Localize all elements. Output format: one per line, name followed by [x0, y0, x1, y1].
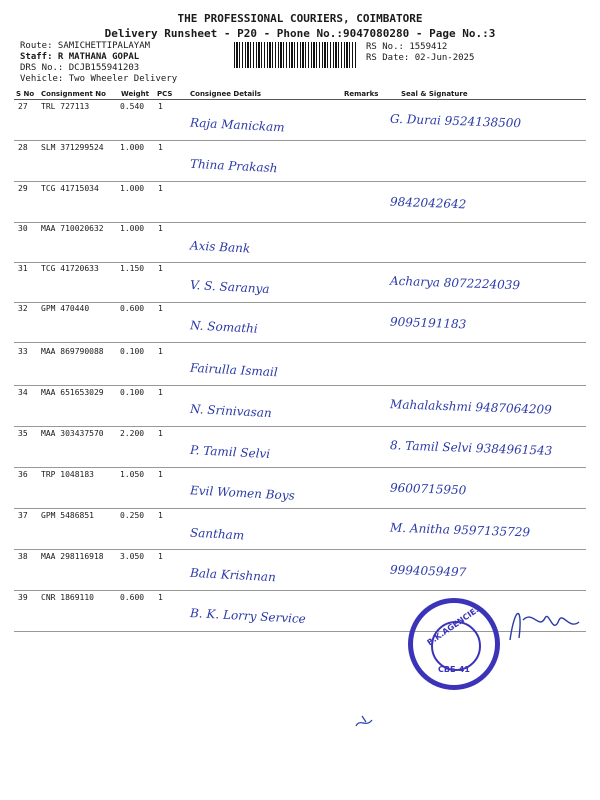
row-weight: 1.000 — [120, 184, 145, 193]
col-consignment: Consignment No — [41, 90, 106, 98]
row-consignee-handwriting: Thina Prakash — [189, 156, 278, 176]
row-consignee-handwriting: Santham — [189, 525, 245, 543]
row-sno: 29 — [18, 184, 28, 193]
drs-label: DRS No.: DCJB155941203 — [20, 63, 140, 73]
row-divider — [14, 467, 586, 468]
row-divider — [14, 302, 586, 303]
pen-mark — [352, 712, 382, 732]
row-divider — [14, 549, 586, 550]
row-consignment: CNR 1869110 — [41, 593, 94, 602]
row-weight: 0.250 — [120, 511, 145, 520]
row-divider — [14, 262, 586, 263]
row-sno: 38 — [18, 552, 28, 561]
row-weight: 0.600 — [120, 593, 145, 602]
barcode — [234, 42, 357, 68]
row-consignee-handwriting: Evil Women Boys — [189, 483, 296, 503]
row-pcs: 1 — [158, 388, 163, 397]
row-sno: 32 — [18, 304, 28, 313]
row-consignment: MAA 869790088 — [41, 347, 104, 356]
route-label: Route: SAMICHETTIPALAYAM — [20, 41, 151, 51]
row-consignment: TRP 1048183 — [41, 470, 94, 479]
row-signature-handwriting: 9600715950 — [389, 480, 467, 498]
row-consignee-handwriting: V. S. Saranya — [189, 277, 270, 297]
row-consignee-handwriting: N. Srinivasan — [189, 401, 273, 421]
row-divider — [14, 631, 586, 632]
row-consignment: MAA 651653029 — [41, 388, 104, 397]
row-weight: 0.100 — [120, 388, 145, 397]
row-sno: 31 — [18, 264, 28, 273]
row-pcs: 1 — [158, 511, 163, 520]
row-consignment: MAA 303437570 — [41, 429, 104, 438]
row-consignee-handwriting: P. Tamil Selvi — [189, 442, 271, 462]
runsheet-title: Delivery Runsheet - P20 - Phone No.:9047080280 - Page No.:3 — [104, 27, 496, 40]
col-weight: Weight — [121, 90, 149, 98]
row-consignment: MAA 710020632 — [41, 224, 104, 233]
col-seal: Seal & Signature — [401, 90, 468, 98]
row-sno: 39 — [18, 593, 28, 602]
row-pcs: 1 — [158, 304, 163, 313]
row-weight: 2.200 — [120, 429, 145, 438]
handwritten-signature — [505, 600, 585, 650]
row-weight: 1.000 — [120, 143, 145, 152]
row-consignment: GPM 470440 — [41, 304, 90, 313]
row-signature-handwriting: M. Anitha 9597135729 — [389, 520, 531, 540]
row-weight: 0.600 — [120, 304, 145, 313]
row-divider — [14, 385, 586, 386]
row-consignee-handwriting: B. K. Lorry Service — [189, 605, 307, 627]
row-signature-handwriting: 8. Tamil Selvi 9384961543 — [389, 438, 553, 458]
row-pcs: 1 — [158, 143, 163, 152]
row-divider — [14, 590, 586, 591]
row-consignee-handwriting: Bala Krishnan — [189, 565, 277, 585]
row-signature-handwriting: G. Durai 9524138500 — [389, 111, 522, 131]
rs-date: RS Date: 02-Jun-2025 — [366, 53, 475, 63]
row-weight: 1.050 — [120, 470, 145, 479]
row-weight: 0.100 — [120, 347, 145, 356]
rs-number: RS No.: 1559412 — [366, 42, 448, 52]
row-consignment: GPM 5486851 — [41, 511, 94, 520]
col-sno: S No — [16, 90, 35, 98]
row-pcs: 1 — [158, 347, 163, 356]
row-pcs: 1 — [158, 593, 163, 602]
stamp-name: B.K.AGENCIES — [425, 603, 483, 648]
row-divider — [14, 181, 586, 182]
staff-label: Staff: R MATHANA GOPAL — [20, 52, 140, 62]
row-sno: 35 — [18, 429, 28, 438]
row-signature-handwriting: 9095191183 — [389, 314, 467, 332]
row-consignee-handwriting: Raja Manickam — [189, 115, 285, 135]
row-consignment: TCG 41715034 — [41, 184, 99, 193]
row-weight: 1.150 — [120, 264, 145, 273]
row-divider — [14, 222, 586, 223]
header-divider — [14, 99, 586, 100]
row-signature-handwriting: Acharya 8072224039 — [389, 273, 521, 293]
row-sno: 36 — [18, 470, 28, 479]
agency-stamp — [408, 598, 500, 690]
row-sno: 37 — [18, 511, 28, 520]
row-pcs: 1 — [158, 184, 163, 193]
row-divider — [14, 426, 586, 427]
row-consignment: TCG 41720633 — [41, 264, 99, 273]
row-pcs: 1 — [158, 552, 163, 561]
row-weight: 1.000 — [120, 224, 145, 233]
row-signature-handwriting: 9994059497 — [389, 562, 467, 580]
row-consignment: TRL 727113 — [41, 102, 90, 111]
row-consignee-handwriting: Fairulla Ismail — [189, 360, 279, 380]
row-signature-handwriting: 9842042642 — [389, 194, 467, 212]
row-sno: 30 — [18, 224, 28, 233]
row-consignment: SLM 371299524 — [41, 143, 104, 152]
stamp-code: CBE-41 — [438, 665, 470, 674]
row-weight: 3.050 — [120, 552, 145, 561]
row-pcs: 1 — [158, 429, 163, 438]
row-consignee-handwriting: N. Somathi — [189, 318, 259, 336]
row-pcs: 1 — [158, 224, 163, 233]
row-sno: 27 — [18, 102, 28, 111]
row-weight: 0.540 — [120, 102, 145, 111]
row-divider — [14, 342, 586, 343]
row-divider — [14, 508, 586, 509]
col-consignee: Consignee Details — [190, 90, 262, 98]
row-pcs: 1 — [158, 470, 163, 479]
col-pcs: PCS — [157, 90, 173, 98]
row-sno: 28 — [18, 143, 28, 152]
row-pcs: 1 — [158, 102, 163, 111]
row-sno: 34 — [18, 388, 28, 397]
row-consignee-handwriting: Axis Bank — [189, 238, 251, 256]
row-consignment: MAA 298116918 — [41, 552, 104, 561]
col-remarks: Remarks — [344, 90, 379, 98]
row-divider — [14, 140, 586, 141]
vehicle-label: Vehicle: Two Wheeler Delivery — [20, 74, 178, 84]
row-sno: 33 — [18, 347, 28, 356]
company-title: THE PROFESSIONAL COURIERS, COIMBATORE — [177, 12, 423, 25]
row-signature-handwriting: Mahalakshmi 9487064209 — [389, 397, 553, 417]
row-pcs: 1 — [158, 264, 163, 273]
